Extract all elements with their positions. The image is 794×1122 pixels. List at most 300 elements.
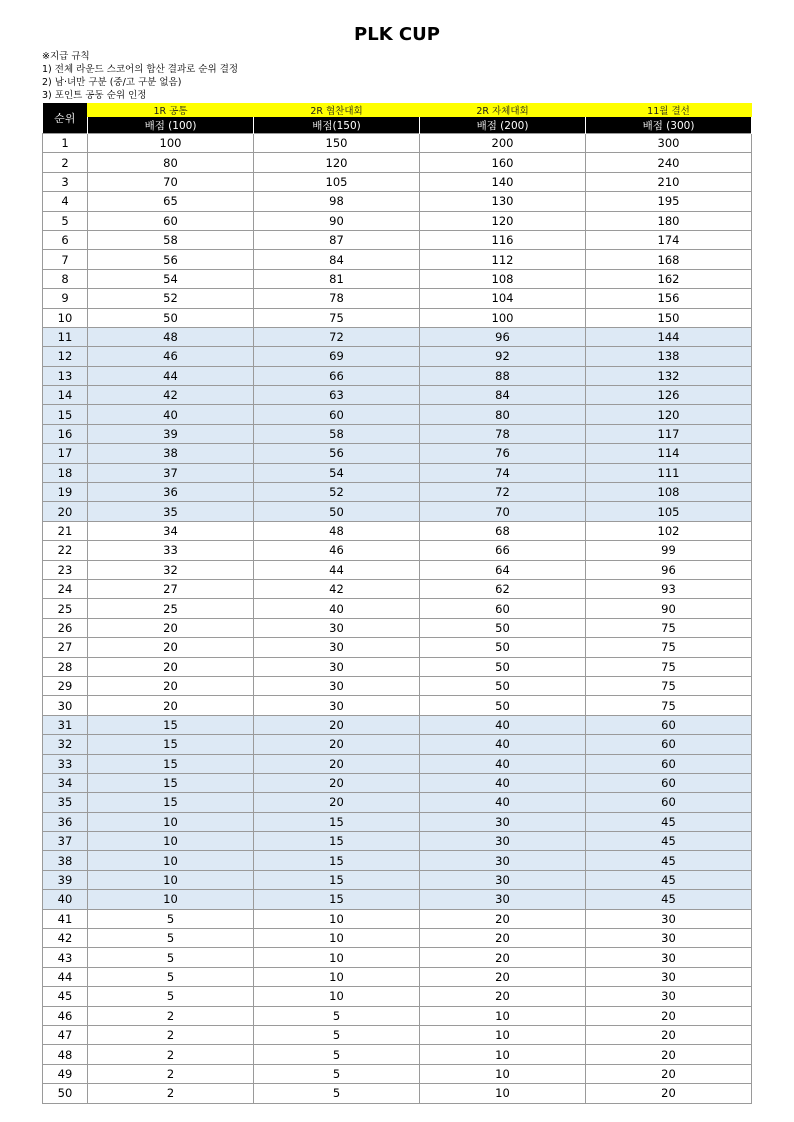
points-cell: 10	[88, 812, 254, 831]
rank-cell: 29	[43, 676, 88, 695]
points-cell: 105	[254, 172, 420, 191]
table-row	[43, 366, 752, 385]
points-cell: 56	[254, 444, 420, 463]
rank-cell: 30	[43, 696, 88, 715]
points-cell: 20	[88, 657, 254, 676]
round-header: 1R 공통	[88, 103, 254, 117]
points-cell: 5	[254, 1025, 420, 1044]
rank-cell: 26	[43, 618, 88, 637]
table-row	[43, 289, 752, 308]
table-row	[43, 1064, 752, 1083]
points-header: 배점 (200)	[420, 117, 586, 134]
rank-cell: 3	[43, 172, 88, 191]
points-cell: 78	[254, 289, 420, 308]
points-cell: 32	[88, 560, 254, 579]
points-cell: 52	[254, 483, 420, 502]
points-cell: 60	[586, 715, 752, 734]
rank-cell: 25	[43, 599, 88, 618]
points-cell: 92	[420, 347, 586, 366]
points-cell: 75	[586, 676, 752, 695]
points-cell: 20	[420, 967, 586, 986]
points-cell: 30	[420, 812, 586, 831]
table-row	[43, 599, 752, 618]
table-row	[43, 793, 752, 812]
points-cell: 93	[586, 579, 752, 598]
table-row	[43, 967, 752, 986]
points-cell: 30	[254, 638, 420, 657]
points-cell: 37	[88, 463, 254, 482]
table-row	[43, 1006, 752, 1025]
points-cell: 30	[586, 929, 752, 948]
points-cell: 60	[586, 754, 752, 773]
points-cell: 10	[88, 870, 254, 889]
points-cell: 100	[88, 134, 254, 153]
points-cell: 168	[586, 250, 752, 269]
points-cell: 46	[254, 541, 420, 560]
points-cell: 66	[420, 541, 586, 560]
points-cell: 98	[254, 192, 420, 211]
points-cell: 69	[254, 347, 420, 366]
points-cell: 30	[586, 967, 752, 986]
rank-cell: 31	[43, 715, 88, 734]
rank-cell: 12	[43, 347, 88, 366]
table-row	[43, 269, 752, 288]
rank-cell: 2	[43, 153, 88, 172]
rank-cell: 13	[43, 366, 88, 385]
points-cell: 50	[420, 657, 586, 676]
table-row	[43, 676, 752, 695]
points-cell: 20	[88, 638, 254, 657]
points-cell: 105	[586, 502, 752, 521]
points-cell: 5	[88, 987, 254, 1006]
points-cell: 150	[586, 308, 752, 327]
points-cell: 15	[88, 754, 254, 773]
points-cell: 34	[88, 521, 254, 540]
table-row	[43, 1084, 752, 1103]
points-cell: 75	[586, 638, 752, 657]
points-cell: 54	[88, 269, 254, 288]
points-cell: 33	[88, 541, 254, 560]
points-cell: 80	[420, 405, 586, 424]
rank-cell: 14	[43, 386, 88, 405]
table-row	[43, 987, 752, 1006]
points-cell: 90	[254, 211, 420, 230]
table-row	[43, 347, 752, 366]
points-cell: 46	[88, 347, 254, 366]
rank-cell: 6	[43, 230, 88, 249]
table-row	[43, 657, 752, 676]
rank-cell: 50	[43, 1084, 88, 1103]
points-cell: 20	[586, 1025, 752, 1044]
points-cell: 5	[254, 1064, 420, 1083]
points-cell: 58	[88, 230, 254, 249]
points-cell: 210	[586, 172, 752, 191]
points-cell: 20	[254, 735, 420, 754]
table-row	[43, 890, 752, 909]
round-header: 11월 결선	[586, 103, 752, 117]
points-cell: 10	[420, 1064, 586, 1083]
points-cell: 5	[88, 967, 254, 986]
rank-cell: 23	[43, 560, 88, 579]
rank-cell: 20	[43, 502, 88, 521]
points-cell: 65	[88, 192, 254, 211]
points-cell: 15	[254, 851, 420, 870]
table-row	[43, 696, 752, 715]
table-row	[43, 618, 752, 637]
points-cell: 20	[254, 754, 420, 773]
points-cell: 132	[586, 366, 752, 385]
rank-cell: 34	[43, 773, 88, 792]
points-cell: 20	[88, 676, 254, 695]
points-table-body	[43, 134, 752, 1104]
points-cell: 81	[254, 269, 420, 288]
table-row	[43, 715, 752, 734]
points-cell: 20	[88, 618, 254, 637]
points-cell: 15	[254, 870, 420, 889]
points-cell: 2	[88, 1064, 254, 1083]
points-cell: 30	[254, 657, 420, 676]
rule-item: 3) 포인트 공동 순위 인정	[42, 90, 147, 101]
points-cell: 2	[88, 1045, 254, 1064]
points-cell: 62	[420, 579, 586, 598]
points-table	[42, 103, 752, 1104]
points-cell: 27	[88, 579, 254, 598]
rank-cell: 47	[43, 1025, 88, 1044]
points-cell: 45	[586, 870, 752, 889]
points-cell: 126	[586, 386, 752, 405]
points-cell: 5	[254, 1084, 420, 1103]
points-cell: 42	[254, 579, 420, 598]
rank-cell: 27	[43, 638, 88, 657]
points-cell: 52	[88, 289, 254, 308]
points-cell: 30	[586, 987, 752, 1006]
points-cell: 20	[420, 987, 586, 1006]
table-row	[43, 754, 752, 773]
points-cell: 30	[420, 890, 586, 909]
points-cell: 20	[586, 1045, 752, 1064]
table-row	[43, 483, 752, 502]
points-cell: 10	[254, 909, 420, 928]
rank-cell: 1	[43, 134, 88, 153]
points-cell: 40	[420, 793, 586, 812]
rank-cell: 15	[43, 405, 88, 424]
points-cell: 5	[88, 948, 254, 967]
points-cell: 30	[254, 696, 420, 715]
table-row	[43, 579, 752, 598]
points-cell: 300	[586, 134, 752, 153]
rules-block	[42, 50, 238, 102]
points-cell: 120	[254, 153, 420, 172]
table-row	[43, 502, 752, 521]
points-cell: 5	[88, 929, 254, 948]
points-cell: 30	[420, 832, 586, 851]
points-cell: 75	[586, 696, 752, 715]
points-cell: 35	[88, 502, 254, 521]
rank-cell: 9	[43, 289, 88, 308]
points-cell: 30	[254, 618, 420, 637]
table-row	[43, 948, 752, 967]
points-cell: 10	[254, 967, 420, 986]
points-cell: 120	[586, 405, 752, 424]
points-cell: 60	[586, 735, 752, 754]
rank-cell: 18	[43, 463, 88, 482]
points-cell: 96	[586, 560, 752, 579]
rank-cell: 4	[43, 192, 88, 211]
points-cell: 48	[254, 521, 420, 540]
points-cell: 68	[420, 521, 586, 540]
points-cell: 10	[88, 851, 254, 870]
points-cell: 10	[254, 948, 420, 967]
points-cell: 160	[420, 153, 586, 172]
points-cell: 20	[88, 696, 254, 715]
points-cell: 44	[88, 366, 254, 385]
table-row	[43, 1045, 752, 1064]
rank-cell: 43	[43, 948, 88, 967]
rank-cell: 45	[43, 987, 88, 1006]
rank-cell: 35	[43, 793, 88, 812]
points-cell: 48	[88, 327, 254, 346]
points-cell: 87	[254, 230, 420, 249]
rank-cell: 37	[43, 832, 88, 851]
table-row	[43, 851, 752, 870]
points-cell: 30	[420, 870, 586, 889]
points-cell: 70	[420, 502, 586, 521]
points-cell: 40	[420, 715, 586, 734]
points-cell: 10	[420, 1045, 586, 1064]
points-cell: 39	[88, 424, 254, 443]
round-header: 2R 협찬대회	[254, 103, 420, 117]
points-cell: 60	[586, 773, 752, 792]
points-cell: 40	[420, 773, 586, 792]
rank-cell: 48	[43, 1045, 88, 1064]
points-cell: 140	[420, 172, 586, 191]
table-row	[43, 929, 752, 948]
rank-cell: 22	[43, 541, 88, 560]
table-row	[43, 735, 752, 754]
table-row	[43, 812, 752, 831]
points-cell: 111	[586, 463, 752, 482]
points-cell: 15	[88, 735, 254, 754]
points-header: 배점(150)	[254, 117, 420, 134]
rank-cell: 28	[43, 657, 88, 676]
points-cell: 50	[420, 638, 586, 657]
table-row	[43, 832, 752, 851]
table-row	[43, 424, 752, 443]
rank-cell: 39	[43, 870, 88, 889]
points-cell: 162	[586, 269, 752, 288]
points-cell: 30	[420, 851, 586, 870]
points-cell: 99	[586, 541, 752, 560]
points-cell: 130	[420, 192, 586, 211]
points-cell: 104	[420, 289, 586, 308]
page-title: PLK CUP	[354, 24, 440, 45]
points-cell: 150	[254, 134, 420, 153]
points-cell: 78	[420, 424, 586, 443]
table-row	[43, 134, 752, 153]
points-cell: 50	[254, 502, 420, 521]
points-cell: 60	[586, 793, 752, 812]
rank-cell: 8	[43, 269, 88, 288]
rank-cell: 32	[43, 735, 88, 754]
points-cell: 50	[420, 696, 586, 715]
points-cell: 60	[88, 211, 254, 230]
points-cell: 100	[420, 308, 586, 327]
table-row	[43, 560, 752, 579]
table-row	[43, 386, 752, 405]
rank-cell: 49	[43, 1064, 88, 1083]
rank-cell: 21	[43, 521, 88, 540]
table-row	[43, 463, 752, 482]
points-header-row	[43, 117, 752, 134]
points-cell: 112	[420, 250, 586, 269]
points-cell: 40	[420, 735, 586, 754]
table-row	[43, 870, 752, 889]
points-cell: 2	[88, 1006, 254, 1025]
table-row	[43, 909, 752, 928]
points-cell: 240	[586, 153, 752, 172]
rule-item: 2) 남·녀만 구분 (중/고 구분 없음)	[42, 77, 182, 88]
rank-cell: 46	[43, 1006, 88, 1025]
points-cell: 45	[586, 890, 752, 909]
points-cell: 60	[254, 405, 420, 424]
points-cell: 40	[254, 599, 420, 618]
rules-heading: ※지급 규칙	[42, 51, 90, 62]
table-row	[43, 153, 752, 172]
points-cell: 2	[88, 1084, 254, 1103]
points-cell: 138	[586, 347, 752, 366]
rank-cell: 36	[43, 812, 88, 831]
rank-cell: 44	[43, 967, 88, 986]
points-cell: 36	[88, 483, 254, 502]
points-cell: 63	[254, 386, 420, 405]
points-cell: 75	[586, 657, 752, 676]
points-cell: 20	[254, 773, 420, 792]
points-cell: 58	[254, 424, 420, 443]
points-cell: 45	[586, 812, 752, 831]
points-cell: 20	[254, 793, 420, 812]
table-row	[43, 521, 752, 540]
points-cell: 20	[586, 1006, 752, 1025]
rank-cell: 16	[43, 424, 88, 443]
points-cell: 10	[254, 929, 420, 948]
points-cell: 40	[420, 754, 586, 773]
rank-header: 순위	[43, 103, 88, 134]
points-cell: 70	[88, 172, 254, 191]
round-header: 2R 자체대회	[420, 103, 586, 117]
points-cell: 72	[254, 327, 420, 346]
points-cell: 15	[254, 890, 420, 909]
points-cell: 66	[254, 366, 420, 385]
points-cell: 56	[88, 250, 254, 269]
points-cell: 10	[420, 1025, 586, 1044]
points-cell: 114	[586, 444, 752, 463]
table-row	[43, 405, 752, 424]
points-cell: 25	[88, 599, 254, 618]
rank-cell: 40	[43, 890, 88, 909]
points-cell: 96	[420, 327, 586, 346]
points-cell: 60	[420, 599, 586, 618]
points-cell: 30	[586, 948, 752, 967]
points-cell: 64	[420, 560, 586, 579]
points-cell: 90	[586, 599, 752, 618]
table-row	[43, 773, 752, 792]
rule-item: 1) 전체 라운드 스코어의 합산 결과로 순위 결정	[42, 64, 239, 75]
points-cell: 10	[254, 987, 420, 1006]
points-cell: 20	[420, 948, 586, 967]
rank-cell: 11	[43, 327, 88, 346]
points-cell: 117	[586, 424, 752, 443]
points-cell: 180	[586, 211, 752, 230]
rank-cell: 42	[43, 929, 88, 948]
points-cell: 120	[420, 211, 586, 230]
points-cell: 72	[420, 483, 586, 502]
points-cell: 144	[586, 327, 752, 346]
points-cell: 38	[88, 444, 254, 463]
points-cell: 20	[420, 909, 586, 928]
points-cell: 30	[254, 676, 420, 695]
table-row	[43, 444, 752, 463]
table-row	[43, 211, 752, 230]
points-cell: 15	[254, 832, 420, 851]
points-cell: 102	[586, 521, 752, 540]
points-cell: 44	[254, 560, 420, 579]
points-cell: 50	[88, 308, 254, 327]
table-row	[43, 541, 752, 560]
points-cell: 174	[586, 230, 752, 249]
points-cell: 80	[88, 153, 254, 172]
points-cell: 42	[88, 386, 254, 405]
points-cell: 5	[254, 1045, 420, 1064]
points-cell: 15	[88, 793, 254, 812]
points-cell: 2	[88, 1025, 254, 1044]
rank-cell: 38	[43, 851, 88, 870]
points-cell: 15	[88, 773, 254, 792]
table-row	[43, 327, 752, 346]
points-cell: 15	[254, 812, 420, 831]
rank-cell: 5	[43, 211, 88, 230]
points-cell: 74	[420, 463, 586, 482]
points-cell: 108	[586, 483, 752, 502]
points-cell: 156	[586, 289, 752, 308]
points-cell: 45	[586, 832, 752, 851]
points-cell: 10	[88, 832, 254, 851]
points-cell: 88	[420, 366, 586, 385]
table-row	[43, 230, 752, 249]
rank-cell: 10	[43, 308, 88, 327]
rank-cell: 17	[43, 444, 88, 463]
points-cell: 45	[586, 851, 752, 870]
points-cell: 75	[586, 618, 752, 637]
points-cell: 15	[88, 715, 254, 734]
points-cell: 10	[420, 1006, 586, 1025]
points-cell: 5	[88, 909, 254, 928]
table-row	[43, 638, 752, 657]
points-cell: 20	[586, 1084, 752, 1103]
points-cell: 10	[88, 890, 254, 909]
points-cell: 20	[586, 1064, 752, 1083]
points-header: 배점 (100)	[88, 117, 254, 134]
rank-cell: 41	[43, 909, 88, 928]
points-cell: 50	[420, 676, 586, 695]
points-cell: 50	[420, 618, 586, 637]
points-cell: 40	[88, 405, 254, 424]
table-row	[43, 172, 752, 191]
rank-cell: 24	[43, 579, 88, 598]
points-cell: 108	[420, 269, 586, 288]
points-cell: 76	[420, 444, 586, 463]
points-cell: 200	[420, 134, 586, 153]
rank-cell: 19	[43, 483, 88, 502]
